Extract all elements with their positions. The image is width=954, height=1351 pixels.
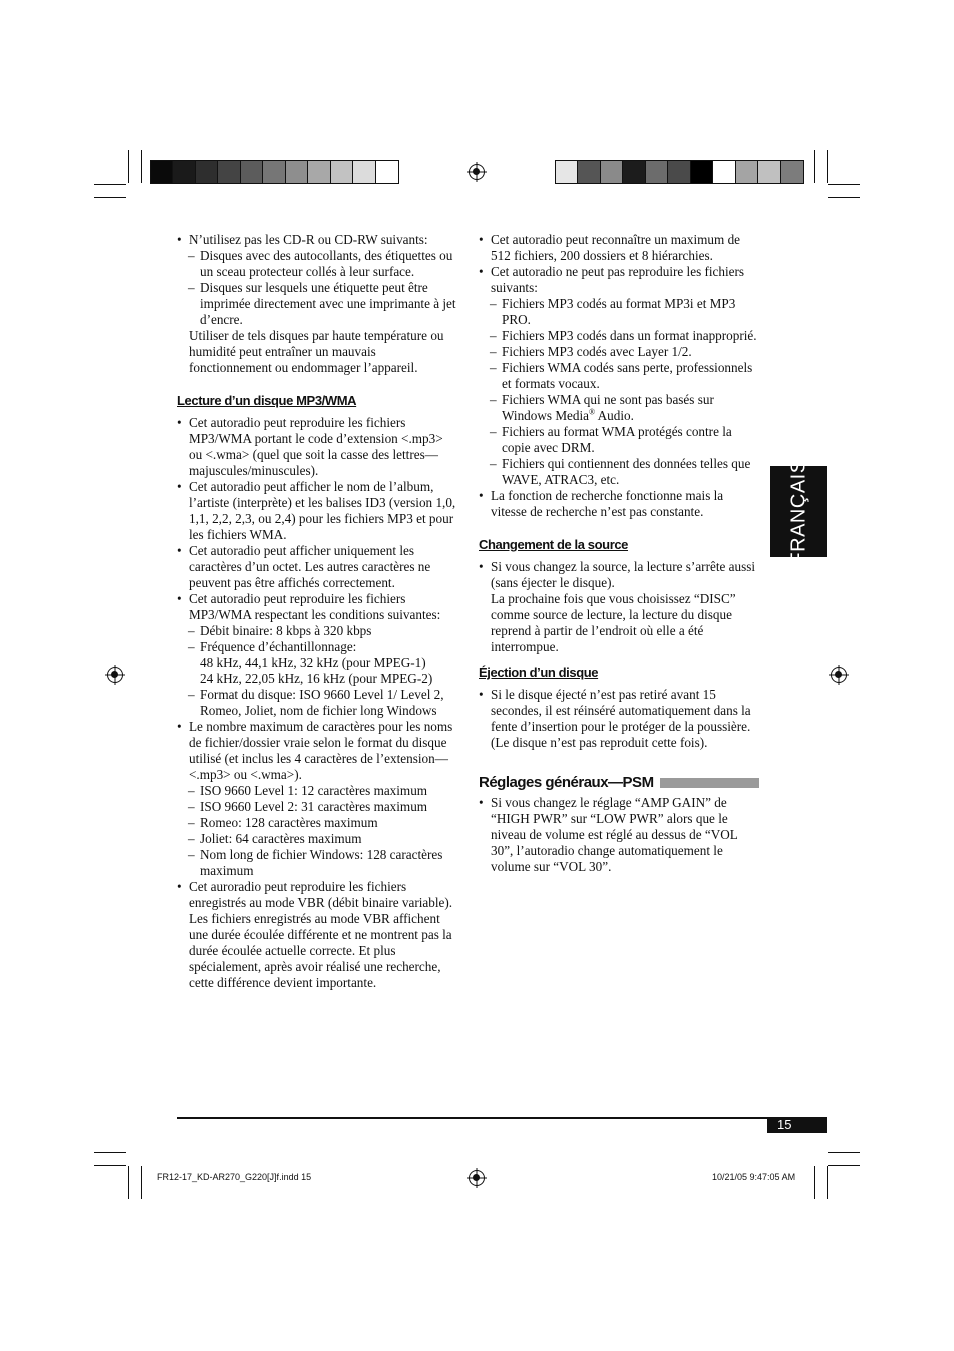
sub-list-item: – Débit binaire: 8 kbps à 320 kbps bbox=[177, 623, 459, 639]
language-tab bbox=[770, 458, 827, 565]
heading-rule bbox=[660, 778, 759, 788]
crop-mark bbox=[141, 1166, 142, 1199]
color-swatch bbox=[263, 161, 285, 183]
color-swatch bbox=[376, 161, 398, 183]
list-item: • Cet autoradio peut reproduire les fichiers MP3/WMA respectant les conditions suivantes: bbox=[177, 591, 459, 623]
page-number: 15 bbox=[777, 1117, 792, 1132]
color-calibration-bar-left bbox=[150, 160, 399, 184]
registered-mark: ® bbox=[589, 407, 596, 417]
registration-mark-icon bbox=[469, 164, 485, 180]
sub-list-item: – Fréquence d’échantillonnage: bbox=[177, 639, 459, 655]
color-swatch bbox=[218, 161, 240, 183]
right-column bbox=[479, 232, 759, 875]
section-heading-psm bbox=[479, 775, 759, 791]
color-swatch bbox=[623, 161, 645, 183]
crop-mark bbox=[94, 197, 126, 198]
crop-mark bbox=[94, 1152, 126, 1153]
crop-mark bbox=[828, 197, 860, 198]
section-heading-eject: Éjection d’un disque bbox=[479, 665, 599, 680]
crop-mark bbox=[827, 150, 828, 183]
list-item: • Si vous changez le réglage “AMP GAIN” de “HIGH PWR” sur “LOW PWR” alors que le niveau de volume est réglé au dessus de “VOL 30”, l’autoradio change automatiquement le volume sur “VOL 30”. bbox=[479, 795, 759, 875]
sub-list-item: – Fichiers MP3 codés avec Layer 1/2. bbox=[479, 344, 759, 360]
color-swatch bbox=[308, 161, 330, 183]
sub-list-item: – Fichiers WMA codés sans perte, professionnels et formats vocaux. bbox=[479, 360, 759, 392]
list-item: • Cet autoradio peut reproduire les fichiers MP3/WMA portant le code d’extension <.mp3> ou <.wma> (quel que soit la casse des lettres—majuscules/minuscules). bbox=[177, 415, 459, 479]
color-swatch bbox=[241, 161, 263, 183]
crop-mark bbox=[827, 1166, 828, 1199]
section-heading-source: Changement de la source bbox=[479, 537, 629, 552]
color-swatch bbox=[758, 161, 780, 183]
sub-list-line: 24 kHz, 22,05 kHz, 16 kHz (pour MPEG-2) bbox=[200, 671, 433, 686]
crop-mark bbox=[814, 1166, 815, 1199]
section-heading-psm-text: Réglages généraux—PSM bbox=[479, 774, 654, 791]
color-swatch bbox=[713, 161, 735, 183]
crop-mark bbox=[94, 1165, 126, 1166]
sub-list-line: 48 kHz, 44,1 kHz, 32 kHz (pour MPEG-1) bbox=[200, 655, 426, 670]
crop-mark bbox=[828, 1152, 860, 1153]
sub-list-item: – Fichiers au format WMA protégés contre la copie avec DRM. bbox=[479, 424, 759, 456]
crop-mark bbox=[814, 150, 815, 183]
note-text: Utiliser de tels disques par haute température ou humidité peut entraîner un mauvais fonctionnement ou endommager l’appareil. bbox=[189, 328, 444, 375]
registration-mark-icon bbox=[469, 1170, 485, 1186]
color-swatch bbox=[331, 161, 353, 183]
color-swatch bbox=[781, 161, 803, 183]
list-item: • Si vous changez la source, la lecture s’arrête aussi (sans éjecter le disque). bbox=[479, 559, 759, 591]
color-swatch bbox=[353, 161, 375, 183]
list-item: • Cet autoradio peut reconnaître un maximum de 512 fichiers, 200 dossiers et 8 hiérarchies. bbox=[479, 232, 759, 264]
color-swatch bbox=[578, 161, 600, 183]
registration-mark-icon bbox=[831, 667, 847, 683]
list-item: • Cet autoradio peut afficher uniquement les caractères d’un octet. Les autres caractères ne peuvent pas être affichés correctement. bbox=[177, 543, 459, 591]
list-item: • Le nombre maximum de caractères pour les noms de fichier/dossier vraie selon le format du disque utilisé (et inclus les 4 caractères de l’extension—<.mp3> ou <.wma>). bbox=[177, 719, 459, 783]
crop-mark bbox=[94, 184, 126, 185]
sub-list-item: – Nom long de fichier Windows: 128 caractères maximum bbox=[177, 847, 459, 879]
color-swatch bbox=[173, 161, 195, 183]
sub-list-item: – Joliet: 64 caractères maximum bbox=[177, 831, 459, 847]
footer-timestamp: 10/21/05 9:47:05 AM bbox=[712, 1172, 796, 1182]
list-item: • N’utilisez pas les CD-R ou CD-RW suivants: bbox=[177, 232, 459, 248]
color-swatch bbox=[736, 161, 758, 183]
color-swatch bbox=[286, 161, 308, 183]
list-item: • Si le disque éjecté n’est pas retiré avant 15 secondes, il est réinséré automatiquement dans la fente d’insertion pour le protéger de la poussière. (Le disque n’est pas reproduit cette fois). bbox=[479, 687, 759, 751]
sub-list-item: – Disques sur lesquels une étiquette peut être imprimée directement avec une imprimante à jet d’encre. bbox=[177, 280, 459, 328]
list-item: • La fonction de recherche fonctionne mais la vitesse de recherche n’est pas constante. bbox=[479, 488, 759, 520]
sub-list-item: – Fichiers MP3 codés dans un format inapproprié. bbox=[479, 328, 759, 344]
language-tab-label: FRANÇAIS bbox=[787, 458, 809, 565]
color-swatch bbox=[691, 161, 713, 183]
sub-list-item bbox=[479, 392, 759, 424]
color-swatch bbox=[196, 161, 218, 183]
page-number-box bbox=[767, 1118, 827, 1133]
note-text: Les fichiers enregistrés au mode VBR affichent une durée écoulée différente et ne montrent pas la durée écoulée actuelle correcte. Et plus spécialement, après avoir réalisé une recherche, cette différence devient importante. bbox=[189, 911, 452, 990]
color-calibration-bar-right bbox=[555, 160, 804, 184]
left-column bbox=[177, 232, 459, 991]
sub-list-item: – Fichiers MP3 codés au format MP3i et MP3 PRO. bbox=[479, 296, 759, 328]
sub-list-text: Fichiers WMA qui ne sont pas basés sur Windows Media bbox=[502, 392, 714, 423]
registration-mark-icon bbox=[107, 667, 123, 683]
note-text: La prochaine fois que vous choisissez “DISC” comme source de lecture, la lecture du disque reprend à partir de l’endroit où elle a été interrompue. bbox=[491, 591, 736, 654]
crop-mark bbox=[128, 1166, 129, 1199]
color-swatch bbox=[151, 161, 173, 183]
list-item: • Cet autoradio ne peut pas reproduire les fichiers suivants: bbox=[479, 264, 759, 296]
crop-mark bbox=[141, 150, 142, 183]
color-swatch bbox=[668, 161, 690, 183]
sub-list-item: – Format du disque: ISO 9660 Level 1/ Level 2, Romeo, Joliet, nom de fichier long Windows bbox=[177, 687, 459, 719]
sub-list-item: – Fichiers qui contiennent des données telles que WAVE, ATRAC3, etc. bbox=[479, 456, 759, 488]
color-swatch bbox=[646, 161, 668, 183]
sub-list-item: – ISO 9660 Level 1: 12 caractères maximum bbox=[177, 783, 459, 799]
crop-mark bbox=[828, 1165, 860, 1166]
footer-filename: FR12-17_KD-AR270_G220[J]f.indd 15 bbox=[157, 1172, 312, 1182]
sub-list-item: – ISO 9660 Level 2: 31 caractères maximum bbox=[177, 799, 459, 815]
sub-list-text: Audio. bbox=[595, 408, 634, 423]
list-item: • Cet autoradio peut afficher le nom de l’album, l’artiste (interprète) et les balises ID3 (version 1,0, 1,1, 2,2, 2,3, ou 2,4) pour les fichiers MP3 et pour les fichiers WMA. bbox=[177, 479, 459, 543]
list-item: • Cet auroradio peut reproduire les fichiers enregistrés au mode VBR (débit binaire variable). bbox=[177, 879, 459, 911]
sub-list-item: – Romeo: 128 caractères maximum bbox=[177, 815, 459, 831]
color-swatch bbox=[601, 161, 623, 183]
bottom-rule bbox=[177, 1117, 827, 1119]
color-swatch bbox=[556, 161, 578, 183]
crop-mark bbox=[828, 184, 860, 185]
sub-list-item: – Disques avec des autocollants, des étiquettes ou un sceau protecteur collés à leur surface. bbox=[177, 248, 459, 280]
section-heading-mp3: Lecture d’un disque MP3/WMA bbox=[177, 393, 357, 408]
crop-mark bbox=[128, 150, 129, 183]
